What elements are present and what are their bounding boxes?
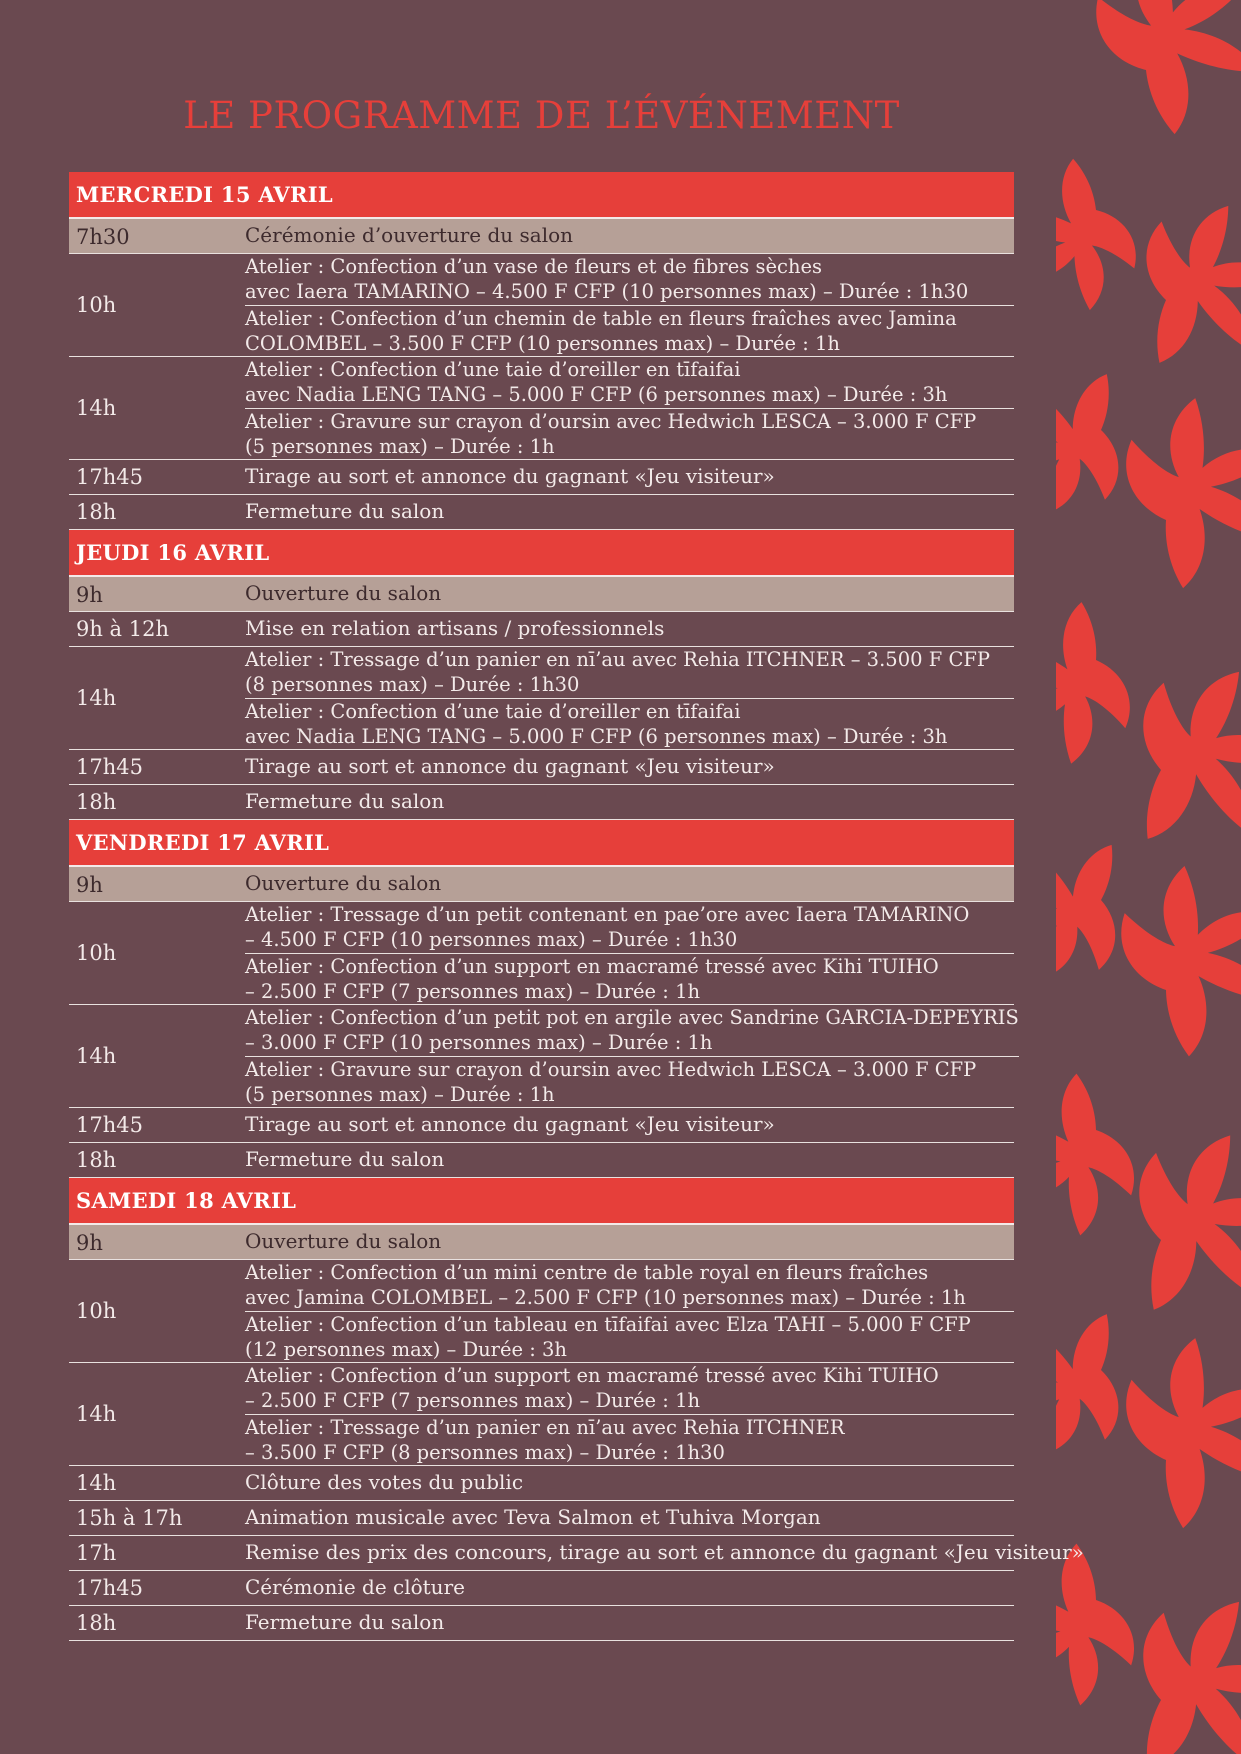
schedule-row [69,1108,1014,1143]
activity [245,1571,1014,1605]
schedule-row [69,1571,1014,1606]
activity [245,408,1014,459]
activity [245,1501,1014,1535]
activity-line: – 4.500 F CFP (10 personnes max) – Durée : 1h30 [245,928,738,951]
schedule-row [69,1606,1014,1641]
activity-line: Atelier : Gravure sur crayon d’oursin avec Hedwich LESCA – 3.000 F CFP [245,1057,977,1081]
activity-line: Fermeture du salon [245,789,445,813]
time-cell: 14h [76,396,117,420]
time-cell: 9h [76,582,103,607]
schedule-row [69,357,1014,460]
activity [245,460,1014,494]
activity-line: Fermeture du salon [245,1610,445,1634]
schedule-row [69,577,1014,612]
time-cell: 14h [76,1044,117,1068]
activity [245,219,1014,253]
activity-line: Atelier : Confection d’un chemin de table en fleurs fraîches avec Jamina [245,306,957,330]
activity-line: – 3.000 F CFP (10 personnes max) – Durée : 1h [245,1031,713,1054]
activity-line: Atelier : Confection d’un support en macramé tressé avec Kihi TUIHO [245,954,939,978]
time-cell: 18h [76,1148,117,1172]
activity-line: avec Nadia LENG TANG – 5.000 F CFP (6 personnes max) – Durée : 3h [245,724,948,748]
activity-line: Atelier : Confection d’un tableau en tīfaifai avec Elza TAHI – 5.000 F CFP [245,1312,971,1336]
time-cell: 9h [76,872,103,897]
activity-line: Atelier : Confection d’un petit pot en argile avec Sandrine GARCIA-DEPEYRIS [245,1006,1019,1029]
activity-line: Atelier : Gravure sur crayon d’oursin avec Hedwich LESCA – 3.000 F CFP [245,409,977,433]
activity-line: – 2.500 F CFP (7 personnes max) – Durée : 1h [245,1389,701,1412]
schedule-row [69,495,1014,530]
schedule-row [69,1466,1014,1501]
activity-line: Mise en relation artisans / professionnels [245,616,665,640]
activity [245,254,1014,305]
schedule-row [69,1363,1014,1466]
time-cell: 9h [76,1230,103,1255]
time-cell: 9h à 12h [76,617,170,641]
time-cell: 17h45 [76,465,143,489]
activity-line: Atelier : Tressage d’un panier en nī’au avec Rehia ITCHNER [245,1415,845,1439]
time-cell: 10h [76,293,117,317]
activity [245,1225,1014,1259]
activity-line: Atelier : Confection d’une taie d’oreiller en tīfaifai [245,699,741,723]
activity-line: Cérémonie d’ouverture du salon [245,223,574,247]
activity [245,612,1014,646]
activity-line: Fermeture du salon [245,1147,445,1171]
time-cell: 7h30 [76,224,130,249]
activity [245,1143,1014,1177]
activity-line: avec Nadia LENG TANG – 5.000 F CFP (6 personnes max) – Durée : 3h [245,383,948,406]
time-cell: 14h [76,1402,117,1426]
activity [245,1536,1084,1570]
page-title: LE PROGRAMME DE L’ÉVÉNEMENT [183,94,900,137]
activity-line: avec Iaera TAMARINO – 4.500 F CFP (10 personnes max) – Durée : 1h30 [245,280,969,303]
time-cell: 15h à 17h [76,1506,183,1530]
activity [245,1363,1014,1414]
day-header: VENDREDI 17 AVRIL [69,820,1014,867]
activity [245,1260,1014,1311]
activity [245,867,1014,901]
time-cell: 14h [76,686,117,710]
activity-line: Clôture des votes du public [245,1470,524,1494]
schedule-row [69,1536,1084,1571]
activity-line: – 3.500 F CFP (8 personnes max) – Durée : 1h30 [245,1440,725,1464]
activity-line: Atelier : Confection d’un vase de fleurs et de fibres sèches [245,255,823,278]
schedule-row [69,902,1014,1005]
schedule-row [69,1225,1014,1260]
schedule-row [69,750,1014,785]
activity-line: Atelier : Confection d’une taie d’oreiller en tīfaifai [245,358,741,381]
activity-line: (12 personnes max) – Durée : 3h [245,1337,567,1361]
activity [245,750,1014,784]
activity [245,1414,1014,1465]
activity [245,1056,1019,1107]
activity-line: Atelier : Confection d’un mini centre de table royal en fleurs fraîches [245,1261,929,1284]
leaf-decoration [1056,0,1241,1754]
activity-line: Remise des prix des concours, tirage au sort et annonce du gagnant «Jeu visiteur» [245,1540,1084,1564]
schedule-row [69,219,1014,254]
schedule-row [69,647,1014,750]
schedule-row [69,785,1014,820]
time-cell: 18h [76,1611,117,1635]
schedule-row [69,1143,1014,1178]
activity-line: (5 personnes max) – Durée : 1h [245,1082,555,1106]
schedule-row [69,1260,1014,1363]
activity-line: – 2.500 F CFP (7 personnes max) – Durée : 1h [245,979,701,1003]
time-cell: 17h [76,1541,117,1565]
time-cell: 14h [76,1471,117,1495]
activity-line: Ouverture du salon [245,1229,442,1253]
schedule-row [69,1005,1019,1108]
activity-line: Tirage au sort et annonce du gagnant «Jeu visiteur» [245,464,775,488]
time-cell: 17h45 [76,1576,143,1600]
activity [245,1606,1014,1640]
activity [245,577,1014,611]
time-cell: 18h [76,790,117,814]
activity [245,357,1014,408]
day-header: SAMEDI 18 AVRIL [69,1178,1014,1225]
schedule-row [69,1501,1014,1536]
activity-line: avec Jamina COLOMBEL – 2.500 F CFP (10 personnes max) – Durée : 1h [245,1286,966,1309]
activity-line: COLOMBEL – 3.500 F CFP (10 personnes max) – Durée : 1h [245,331,840,355]
time-cell: 18h [76,500,117,524]
activity [245,1466,1014,1500]
schedule-row [69,612,1014,647]
activity-line: Fermeture du salon [245,499,445,523]
time-cell: 17h45 [76,755,143,779]
program-schedule [69,172,1084,1641]
day-header: JEUDI 16 AVRIL [69,530,1014,577]
activity-line: Atelier : Tressage d’un panier en nī’au avec Rehia ITCHNER – 3.500 F CFP [245,648,991,671]
schedule-row [69,460,1014,495]
activity-line: (5 personnes max) – Durée : 1h [245,434,555,458]
activity-line: (8 personnes max) – Durée : 1h30 [245,673,580,696]
activity [245,305,1014,356]
activity-line: Tirage au sort et annonce du gagnant «Jeu visiteur» [245,754,775,778]
activity-line: Animation musicale avec Teva Salmon et Tuhiva Morgan [245,1505,821,1529]
activity-line: Ouverture du salon [245,871,442,895]
activity [245,1311,1014,1362]
activity-line: Ouverture du salon [245,581,442,605]
activity [245,698,1014,749]
activity [245,785,1014,819]
time-cell: 10h [76,1299,117,1323]
schedule-row [69,254,1014,357]
time-cell: 17h45 [76,1113,143,1137]
activity [245,495,1014,529]
activity-line: Tirage au sort et annonce du gagnant «Jeu visiteur» [245,1112,775,1136]
activity [245,902,1014,953]
activity [245,647,1014,698]
activity-line: Atelier : Tressage d’un petit contenant en pae’ore avec Iaera TAMARINO [245,903,970,926]
activity-line: Atelier : Confection d’un support en macramé tressé avec Kihi TUIHO [245,1364,939,1387]
day-header: MERCREDI 15 AVRIL [69,172,1014,219]
activity [245,953,1014,1004]
activity [245,1108,1014,1142]
schedule-row [69,867,1014,902]
time-cell: 10h [76,941,117,965]
activity [245,1005,1019,1056]
activity-line: Cérémonie de clôture [245,1575,465,1599]
